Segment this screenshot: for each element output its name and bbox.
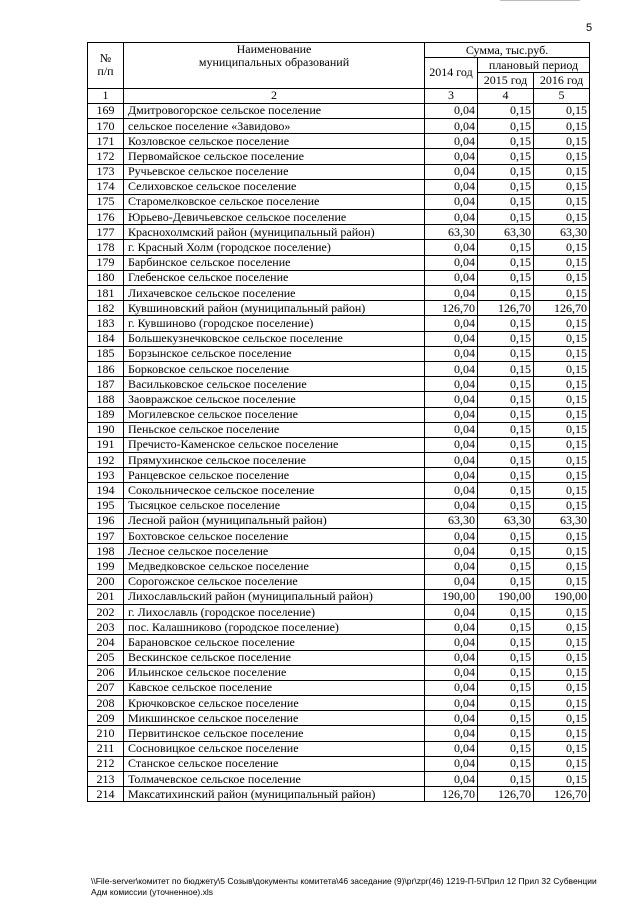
row-name: Вескинское сельское поселение [124,650,425,665]
value-2016: 0,15 [534,286,590,301]
value-2016: 0,15 [534,422,590,437]
table-row [88,529,590,544]
row-number: 208 [88,696,124,711]
value-2014: 0,04 [425,149,478,164]
table-row [88,726,590,741]
row-number: 199 [88,559,124,574]
row-name: Бохтовское сельское поселение [124,529,425,544]
value-2014: 0,04 [425,498,478,513]
row-name: Дмитровогорское сельское поселение [124,103,425,118]
value-2016: 0,15 [534,240,590,255]
value-2014: 0,04 [425,604,478,619]
row-number: 213 [88,772,124,787]
row-name: Прямухинское сельское поселение [124,453,425,468]
row-number: 184 [88,331,124,346]
row-name: г. Кувшиново (городское поселение) [124,316,425,331]
value-2016: 0,15 [534,468,590,483]
row-number: 187 [88,377,124,392]
table-row [88,468,590,483]
table-row [88,711,590,726]
value-2015: 0,15 [478,498,534,513]
table-row [88,316,590,331]
row-number: 206 [88,665,124,680]
value-2014: 0,04 [425,756,478,771]
value-2014: 0,04 [425,103,478,118]
row-number: 179 [88,255,124,270]
value-2015: 0,15 [478,650,534,665]
row-name: Краснохолмский район (муниципальный район) [124,225,425,240]
row-name: Толмачевское сельское поселение [124,772,425,787]
row-name: Заовражское сельское поселение [124,392,425,407]
value-2015: 0,15 [478,240,534,255]
row-name: Козловское сельское поселение [124,134,425,149]
value-2016: 0,15 [534,392,590,407]
row-name: Лесной район (муниципальный район) [124,513,425,528]
value-2014: 0,04 [425,270,478,285]
row-name: Борзынское сельское поселение [124,346,425,361]
row-name: Лесное сельское поселение [124,544,425,559]
row-number: 200 [88,574,124,589]
table-row [88,559,590,574]
value-2014: 0,04 [425,680,478,695]
table-row [88,103,590,118]
row-number: 176 [88,210,124,225]
value-2015: 0,15 [478,118,534,133]
value-2015: 0,15 [478,483,534,498]
value-2015: 0,15 [478,453,534,468]
value-2014: 0,04 [425,529,478,544]
value-2015: 63,30 [478,513,534,528]
value-2014: 0,04 [425,377,478,392]
row-number: 189 [88,407,124,422]
row-number: 205 [88,650,124,665]
value-2015: 0,15 [478,468,534,483]
value-2015: 0,15 [478,680,534,695]
value-2015: 0,15 [478,544,534,559]
subsidy-table [87,42,590,802]
row-number: 210 [88,726,124,741]
table-row [88,498,590,513]
row-name: Ильинское сельское поселение [124,665,425,680]
value-2014: 190,00 [425,589,478,604]
header-index-1: 1 [88,88,124,103]
value-2016: 0,15 [534,453,590,468]
table-row [88,134,590,149]
value-2016: 0,15 [534,529,590,544]
row-name: Сосновицкое сельское поселение [124,741,425,756]
value-2015: 126,70 [478,787,534,802]
row-name: Могилевское сельское поселение [124,407,425,422]
row-name: Первомайское сельское поселение [124,149,425,164]
table-row [88,225,590,240]
value-2016: 0,15 [534,331,590,346]
value-2014: 126,70 [425,301,478,316]
value-2014: 0,04 [425,544,478,559]
value-2014: 0,04 [425,331,478,346]
value-2014: 0,04 [425,741,478,756]
top-rule [500,0,580,1]
table-row [88,255,590,270]
row-number: 171 [88,134,124,149]
table-row [88,453,590,468]
value-2015: 190,00 [478,589,534,604]
row-number: 178 [88,240,124,255]
value-2014: 0,04 [425,772,478,787]
row-name: Медведковское сельское поселение [124,559,425,574]
table-row [88,620,590,635]
header-index-4: 4 [478,88,534,103]
row-name: г. Лихославль (городское поселение) [124,604,425,619]
table-row [88,589,590,604]
value-2015: 0,15 [478,210,534,225]
row-name: Сорогожское сельское поселение [124,574,425,589]
value-2015: 0,15 [478,270,534,285]
row-number: 188 [88,392,124,407]
row-number: 196 [88,513,124,528]
row-name: Глебенское сельское поселение [124,270,425,285]
table-row [88,210,590,225]
value-2016: 0,15 [534,164,590,179]
value-2015: 0,15 [478,422,534,437]
value-2015: 0,15 [478,149,534,164]
row-name: Пречисто-Каменское сельское поселение [124,437,425,452]
value-2014: 63,30 [425,225,478,240]
table-row [88,574,590,589]
row-name: Барановское сельское поселение [124,635,425,650]
table-row [88,164,590,179]
value-2015: 0,15 [478,361,534,376]
value-2014: 0,04 [425,316,478,331]
value-2015: 0,15 [478,559,534,574]
row-number: 191 [88,437,124,452]
row-number: 197 [88,529,124,544]
value-2014: 0,04 [425,118,478,133]
header-name: Наименование муниципальных образований [124,43,425,89]
row-name: Ранцевское сельское поселение [124,468,425,483]
row-number: 209 [88,711,124,726]
table-row [88,665,590,680]
value-2014: 0,04 [425,422,478,437]
table-row [88,756,590,771]
row-name: Старомелковское сельское поселение [124,194,425,209]
row-number: 182 [88,301,124,316]
row-name: Селиховское сельское поселение [124,179,425,194]
value-2016: 0,15 [534,680,590,695]
value-2016: 0,15 [534,361,590,376]
table-row [88,194,590,209]
value-2015: 0,15 [478,331,534,346]
value-2015: 0,15 [478,316,534,331]
row-name: Юрьево-Девичьевское сельское поселение [124,210,425,225]
value-2014: 0,04 [425,179,478,194]
value-2016: 0,15 [534,726,590,741]
header-index-5: 5 [534,88,590,103]
table-row [88,118,590,133]
value-2016: 0,15 [534,134,590,149]
value-2016: 0,15 [534,696,590,711]
header-year-2016: 2016 год [534,73,590,88]
row-number: 180 [88,270,124,285]
value-2016: 0,15 [534,772,590,787]
table-row [88,787,590,802]
value-2016: 0,15 [534,103,590,118]
value-2015: 0,15 [478,726,534,741]
table-row [88,301,590,316]
row-name: Максатихинский район (муниципальный район) [124,787,425,802]
value-2014: 0,04 [425,726,478,741]
value-2014: 0,04 [425,210,478,225]
value-2014: 126,70 [425,787,478,802]
row-number: 207 [88,680,124,695]
value-2015: 0,15 [478,741,534,756]
value-2014: 0,04 [425,392,478,407]
table-row [88,483,590,498]
value-2016: 0,15 [534,650,590,665]
value-2014: 0,04 [425,468,478,483]
table-row [88,392,590,407]
row-number: 190 [88,422,124,437]
value-2014: 0,04 [425,437,478,452]
value-2016: 63,30 [534,513,590,528]
file-path-footer: \\File-server\комитет по бюджету\5 Созыв\документы комитета\46 заседание (9)\pr\zpr(46) 1219-П-5\Прил 12 Прил 32 Субвенции Адм комиссии (уточненное).xls [91,876,597,897]
row-number: 173 [88,164,124,179]
value-2016: 63,30 [534,225,590,240]
row-number: 169 [88,103,124,118]
row-name: пос. Калашниково (городское поселение) [124,620,425,635]
row-number: 203 [88,620,124,635]
table-body [88,103,590,802]
value-2016: 0,15 [534,149,590,164]
value-2014: 0,04 [425,483,478,498]
table-row [88,270,590,285]
value-2016: 0,15 [534,179,590,194]
value-2015: 0,15 [478,772,534,787]
table-row [88,680,590,695]
table-row [88,650,590,665]
page-number: 5 [586,22,593,34]
row-number: 172 [88,149,124,164]
table-row [88,361,590,376]
row-name: Сокольническое сельское поселение [124,483,425,498]
value-2016: 0,15 [534,756,590,771]
value-2015: 0,15 [478,635,534,650]
table-row [88,179,590,194]
value-2015: 0,15 [478,529,534,544]
value-2014: 0,04 [425,164,478,179]
row-number: 175 [88,194,124,209]
table-row [88,149,590,164]
value-2015: 0,15 [478,377,534,392]
table-row [88,513,590,528]
table-row [88,604,590,619]
row-name: Ручьевское сельское поселение [124,164,425,179]
row-number: 212 [88,756,124,771]
row-number: 211 [88,741,124,756]
header-plan-period: плановый период [478,58,590,73]
value-2014: 0,04 [425,240,478,255]
value-2016: 0,15 [534,498,590,513]
value-2015: 0,15 [478,711,534,726]
value-2016: 0,15 [534,635,590,650]
value-2015: 0,15 [478,407,534,422]
value-2015: 0,15 [478,164,534,179]
value-2014: 0,04 [425,696,478,711]
value-2016: 0,15 [534,194,590,209]
value-2016: 0,15 [534,118,590,133]
table-row [88,696,590,711]
value-2014: 0,04 [425,711,478,726]
value-2016: 126,70 [534,787,590,802]
value-2015: 0,15 [478,194,534,209]
value-2015: 0,15 [478,696,534,711]
row-name: Барбинское сельское поселение [124,255,425,270]
row-number: 186 [88,361,124,376]
header-number: № п/п [88,43,124,89]
table-row [88,346,590,361]
value-2016: 0,15 [534,741,590,756]
table-row [88,544,590,559]
value-2014: 0,04 [425,346,478,361]
row-number: 192 [88,453,124,468]
value-2015: 0,15 [478,286,534,301]
table-row [88,772,590,787]
value-2016: 0,15 [534,620,590,635]
table-row [88,741,590,756]
value-2015: 0,15 [478,756,534,771]
value-2016: 0,15 [534,407,590,422]
row-name: сельское поселение «Завидово» [124,118,425,133]
row-number: 170 [88,118,124,133]
row-number: 204 [88,635,124,650]
row-name: Тысяцкое сельское поселение [124,498,425,513]
value-2015: 63,30 [478,225,534,240]
value-2014: 0,04 [425,255,478,270]
header-year-2015: 2015 год [478,73,534,88]
value-2014: 0,04 [425,559,478,574]
value-2015: 0,15 [478,134,534,149]
row-name: Пеньское сельское поселение [124,422,425,437]
value-2015: 0,15 [478,620,534,635]
value-2016: 0,15 [534,711,590,726]
row-number: 202 [88,604,124,619]
row-number: 201 [88,589,124,604]
value-2015: 0,15 [478,392,534,407]
header-index-3: 3 [425,88,478,103]
row-name: Васильковское сельское поселение [124,377,425,392]
row-name: Лихачевское сельское поселение [124,286,425,301]
row-name: Крючковское сельское поселение [124,696,425,711]
value-2014: 0,04 [425,407,478,422]
table-row [88,377,590,392]
row-number: 183 [88,316,124,331]
value-2016: 190,00 [534,589,590,604]
value-2015: 0,15 [478,103,534,118]
table-row [88,240,590,255]
table-row [88,422,590,437]
value-2014: 0,04 [425,453,478,468]
header-year-2014: 2014 год [425,58,478,88]
value-2016: 0,15 [534,316,590,331]
row-name: Лихославльский район (муниципальный район) [124,589,425,604]
value-2016: 0,15 [534,559,590,574]
row-name: Станское сельское поселение [124,756,425,771]
row-name: Кавское сельское поселение [124,680,425,695]
value-2015: 0,15 [478,437,534,452]
value-2016: 126,70 [534,301,590,316]
row-number: 195 [88,498,124,513]
value-2016: 0,15 [534,544,590,559]
row-name: г. Красный Холм (городское поселение) [124,240,425,255]
row-number: 194 [88,483,124,498]
value-2016: 0,15 [534,270,590,285]
table-row [88,286,590,301]
value-2014: 0,04 [425,286,478,301]
value-2014: 0,04 [425,574,478,589]
row-name: Кувшиновский район (муниципальный район) [124,301,425,316]
value-2014: 0,04 [425,134,478,149]
table-row [88,407,590,422]
row-number: 177 [88,225,124,240]
row-name: Большекузнечковское сельское поселение [124,331,425,346]
table-row [88,437,590,452]
row-number: 193 [88,468,124,483]
row-number: 174 [88,179,124,194]
value-2016: 0,15 [534,483,590,498]
value-2016: 0,15 [534,437,590,452]
value-2015: 0,15 [478,255,534,270]
header-index-2: 2 [124,88,425,103]
row-name: Первитинское сельское поселение [124,726,425,741]
row-name: Борковское сельское поселение [124,361,425,376]
value-2016: 0,15 [534,604,590,619]
value-2016: 0,15 [534,255,590,270]
value-2016: 0,15 [534,210,590,225]
value-2014: 0,04 [425,620,478,635]
value-2014: 0,04 [425,635,478,650]
value-2014: 0,04 [425,650,478,665]
value-2014: 63,30 [425,513,478,528]
value-2015: 0,15 [478,179,534,194]
value-2015: 0,15 [478,604,534,619]
value-2015: 126,70 [478,301,534,316]
value-2015: 0,15 [478,665,534,680]
value-2016: 0,15 [534,377,590,392]
value-2015: 0,15 [478,574,534,589]
value-2016: 0,15 [534,574,590,589]
value-2014: 0,04 [425,194,478,209]
row-number: 214 [88,787,124,802]
row-number: 181 [88,286,124,301]
row-number: 185 [88,346,124,361]
value-2014: 0,04 [425,665,478,680]
value-2015: 0,15 [478,346,534,361]
value-2016: 0,15 [534,346,590,361]
table-row [88,635,590,650]
row-name: Микшинское сельское поселение [124,711,425,726]
table-row [88,331,590,346]
value-2014: 0,04 [425,361,478,376]
row-number: 198 [88,544,124,559]
header-sum: Сумма, тыс.руб. [425,43,590,58]
value-2016: 0,15 [534,665,590,680]
